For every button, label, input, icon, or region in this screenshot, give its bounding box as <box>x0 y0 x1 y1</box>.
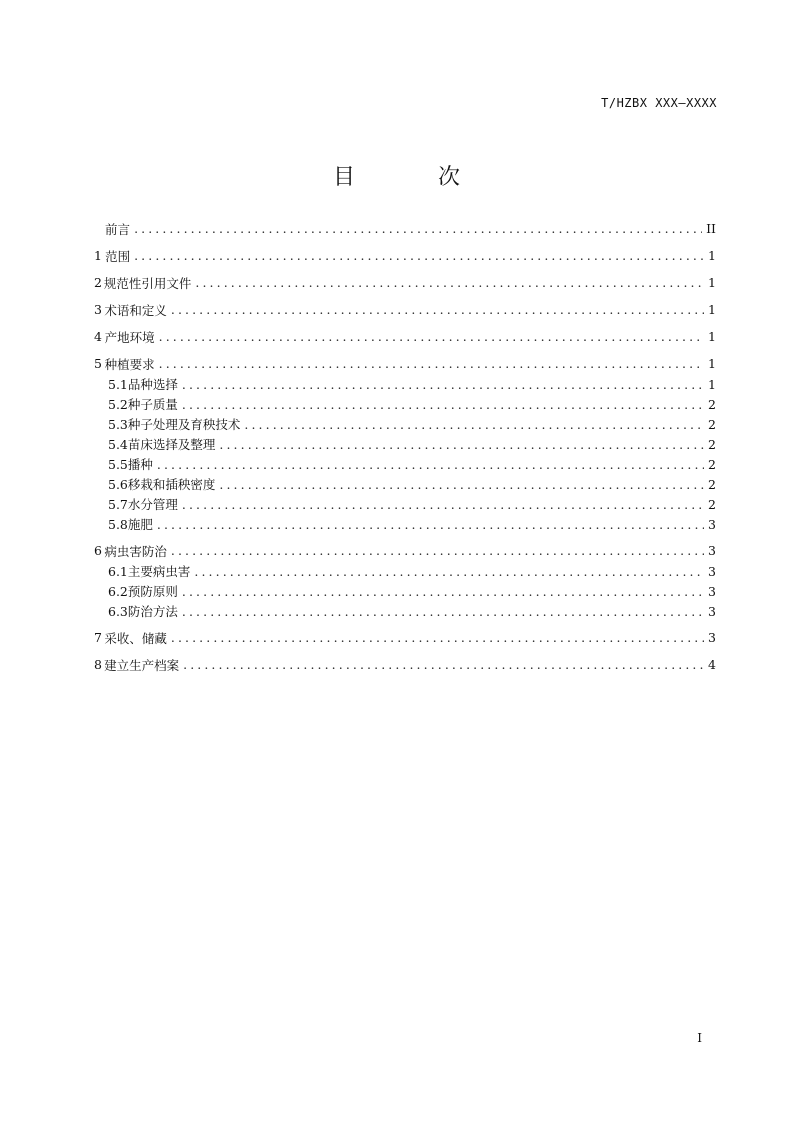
toc-entry-page: 2 <box>708 416 716 432</box>
toc-entry-page: 3 <box>708 630 716 645</box>
toc-entry-label: 术语和定义 <box>104 302 167 318</box>
toc-entry-page: 2 <box>708 436 716 452</box>
toc-entry-label: 施肥 <box>127 517 153 532</box>
toc-entry[interactable] <box>94 581 716 601</box>
toc-entry[interactable] <box>94 218 716 239</box>
toc-dot-leader <box>219 437 704 452</box>
toc-dot-leader <box>182 604 704 619</box>
toc-entry-page: 1 <box>708 275 716 290</box>
toc-entry-label: 范围 <box>105 248 131 264</box>
toc-entry-page: 3 <box>708 583 716 599</box>
toc-entry-number: 5.7 <box>108 496 128 512</box>
toc-entry[interactable] <box>94 561 716 581</box>
toc-entry-number: 6 <box>94 543 102 558</box>
document-code: T/HZBX XXX—XXXX <box>601 96 717 110</box>
toc-entry-number: 8 <box>94 657 102 672</box>
toc-dot-leader <box>182 377 704 392</box>
toc-dot-leader <box>159 356 704 371</box>
toc-entry[interactable] <box>94 272 716 293</box>
toc-entry-page: II <box>706 221 716 236</box>
toc-entry-label: 病虫害防治 <box>104 543 167 559</box>
toc-entry-label: 主要病虫害 <box>127 564 191 579</box>
toc-dot-leader <box>219 477 704 492</box>
table-of-contents <box>94 218 716 675</box>
toc-entry-number: 7 <box>94 630 102 645</box>
toc-entry-number: 5.2 <box>108 396 128 412</box>
toc-entry-label: 建立生产档案 <box>104 657 180 673</box>
toc-dot-leader <box>134 221 702 236</box>
toc-entry-number: 6.2 <box>108 583 128 599</box>
toc-entry-page: 2 <box>708 476 716 492</box>
toc-entry-label: 移栽和插秧密度 <box>127 477 216 492</box>
toc-entry-label: 预防原则 <box>127 584 178 599</box>
toc-entry[interactable] <box>94 627 716 648</box>
toc-entry-page: 2 <box>708 496 716 512</box>
toc-entry[interactable] <box>94 326 716 347</box>
toc-entry-number: 5.1 <box>108 376 128 392</box>
toc-entry-label: 苗床选择及整理 <box>127 437 216 452</box>
toc-entry-page: 2 <box>708 456 716 472</box>
toc-entry-page: 1 <box>708 356 716 371</box>
toc-entry[interactable] <box>94 454 716 474</box>
toc-entry-number: 4 <box>94 329 102 344</box>
toc-entry-number: 5.8 <box>108 516 128 532</box>
toc-entry-page: 3 <box>708 516 716 532</box>
toc-entry-label: 采收、储藏 <box>104 630 167 646</box>
toc-entry-label: 产地环境 <box>104 329 155 345</box>
toc-entry-number: 3 <box>94 302 102 317</box>
toc-entry-label: 品种选择 <box>127 377 178 392</box>
toc-entry-number: 6.3 <box>108 603 128 619</box>
toc-entry-page: 1 <box>708 302 716 317</box>
toc-dot-leader <box>195 275 704 290</box>
toc-dot-leader <box>182 584 704 599</box>
toc-entry[interactable] <box>94 353 716 374</box>
toc-entry[interactable] <box>94 494 716 514</box>
toc-entry-label: 规范性引用文件 <box>103 275 192 291</box>
toc-entry[interactable] <box>94 654 716 675</box>
toc-entry[interactable] <box>94 374 716 394</box>
page-title: 目 次 <box>333 165 498 190</box>
toc-dot-leader <box>171 302 704 317</box>
toc-dot-leader <box>159 329 704 344</box>
toc-entry[interactable] <box>94 394 716 414</box>
toc-entry-label: 种子处理及育秧技术 <box>127 417 241 432</box>
toc-entry-number: 1 <box>94 248 102 263</box>
toc-entry-page: 1 <box>708 376 716 392</box>
toc-dot-leader <box>182 497 704 512</box>
toc-entry-label: 水分管理 <box>127 497 178 512</box>
toc-entry[interactable] <box>94 514 716 534</box>
toc-entry[interactable] <box>94 434 716 454</box>
toc-entry-number: 2 <box>94 275 102 290</box>
toc-entry[interactable] <box>94 540 716 561</box>
toc-entry-number: 6.1 <box>108 563 128 579</box>
toc-entry[interactable] <box>94 245 716 266</box>
toc-entry-number: 5.4 <box>108 436 128 452</box>
toc-dot-leader <box>157 517 704 532</box>
toc-entry-page: 3 <box>708 543 716 558</box>
toc-entry[interactable] <box>94 474 716 494</box>
toc-entry[interactable] <box>94 601 716 621</box>
toc-dot-leader <box>183 657 704 672</box>
toc-dot-leader <box>244 417 704 432</box>
toc-entry-number: 5.6 <box>108 476 128 492</box>
toc-entry[interactable] <box>94 299 716 320</box>
toc-entry-page: 1 <box>708 329 716 344</box>
toc-entry-number: 5.3 <box>108 416 128 432</box>
toc-dot-leader <box>194 564 704 579</box>
toc-entry-page: 1 <box>708 248 716 263</box>
toc-entry-page: 3 <box>708 603 716 619</box>
toc-dot-leader <box>134 248 704 263</box>
toc-entry-page: 3 <box>708 563 716 579</box>
toc-entry-page: 4 <box>708 657 716 672</box>
toc-entry-label: 前言 <box>105 221 131 237</box>
toc-entry[interactable] <box>94 414 716 434</box>
toc-dot-leader <box>171 630 704 645</box>
toc-dot-leader <box>157 457 704 472</box>
toc-entry-label: 播种 <box>127 457 153 472</box>
toc-entry-label: 防治方法 <box>127 604 178 619</box>
toc-dot-leader <box>171 543 704 558</box>
toc-entry-label: 种植要求 <box>104 356 155 372</box>
toc-entry-number: 5.5 <box>108 456 128 472</box>
toc-entry-label: 种子质量 <box>127 397 178 412</box>
page-number: I <box>697 1031 702 1045</box>
toc-dot-leader <box>182 397 704 412</box>
toc-entry-number: 5 <box>94 356 102 371</box>
toc-entry-page: 2 <box>708 396 716 412</box>
